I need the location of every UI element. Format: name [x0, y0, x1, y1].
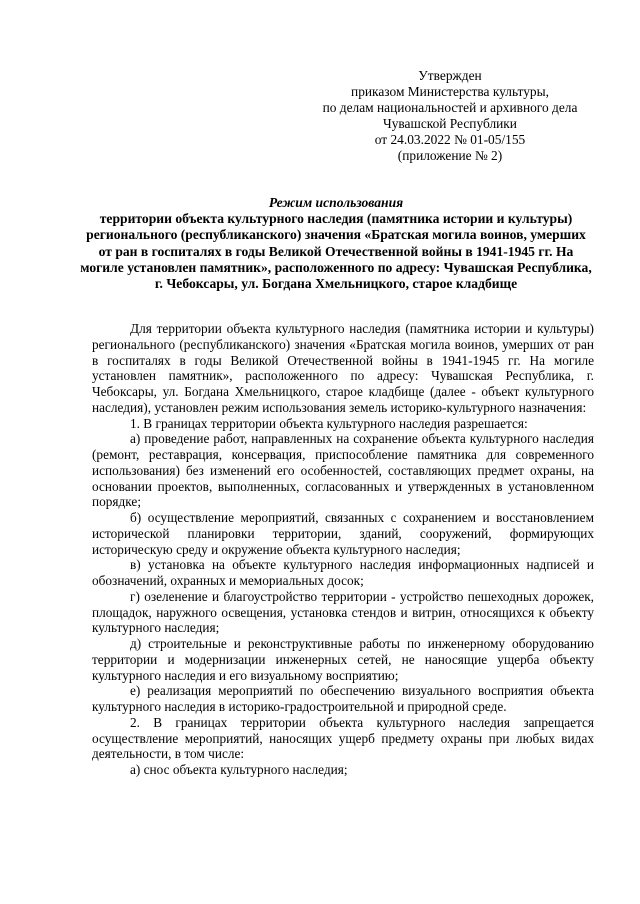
document-body — [92, 321, 594, 778]
approval-stamp — [300, 68, 600, 164]
body-paragraph: г) озеленение и благоустройство территории - устройство пешеходных дорожек, площадок, наружного освещения, установка стендов и витрин, относящихся к объекту культурного наследия; — [92, 588, 594, 636]
body-paragraph: 1. В границах территории объекта культурного наследия разрешается: — [130, 415, 528, 431]
approval-line: Утвержден — [418, 68, 482, 83]
body-paragraph: а) проведение работ, направленных на сохранение объекта культурного наследия (ремонт, реставрация, консервация, приспособление памятника для современного использования) без изменений его особенностей, составляющих предмет охраны, на основании проектов, выполненных, согласованных и утвержденных в установленном порядке; — [92, 431, 594, 510]
body-paragraph: Для территории объекта культурного наследия (памятника истории и культуры) регионального (республиканского) значения «Братская могила воинов, умерших от ран в госпиталях в годы Великой Отечественной войны в 1941-1945 гг. На могиле установлен памятник», расположенного по адресу: Чувашская Республика, г. Чебоксары, ул. Богдана Хмельницкого, старое кладбище (далее - объект культурного наследия), установлен режим использования земель историко-культурного назначения: — [92, 321, 594, 415]
title-subject: территории объекта культурного наследия (памятника истории и культуры) регионального (республиканского) значения «Братская могила воинов, умерших от ран в госпиталях в годы Великой Отечественной войны в 1941-1945 гг. На могиле установлен памятник», расположенного по адресу: Чувашская Республика, г. Чебоксары, ул. Богдана Хмельницкого, старое кладбище — [80, 211, 592, 292]
approval-line: по делам национальностей и архивного дела — [322, 100, 578, 115]
approval-line: Чувашской Республики — [383, 116, 517, 131]
approval-line: приказом Министерства культуры, — [351, 84, 549, 99]
body-paragraph: д) строительные и реконструктивные работы по инженерному оборудованию территории и модернизации инженерных сетей, не наносящие ущерба объекту культурного наследия и его визуальному восприятию; — [92, 636, 594, 683]
body-paragraph: б) осуществление мероприятий, связанных с сохранением и восстановлением исторической планировки территории, зданий, сооружений, формирующих историческую среду и окружение объекта культурного наследия; — [92, 510, 594, 557]
body-paragraph: е) реализация мероприятий по обеспечению визуального восприятия объекта культурного наследия в историко-градостроительной и природной среде. — [92, 683, 594, 714]
body-paragraph: 2. В границах территории объекта культурного наследия запрещается осуществление мероприятий, наносящих ущерб предмету охраны при любых видах деятельности, в том числе: — [92, 714, 594, 762]
approval-line: (приложение № 2) — [397, 148, 503, 163]
document-title — [78, 195, 594, 292]
approval-line: от 24.03.2022 № 01-05/155 — [374, 132, 526, 147]
title-heading: Режим использования — [268, 195, 404, 210]
body-paragraph: в) установка на объекте культурного наследия информационных надписей и обозначений, охранных и мемориальных досок; — [92, 557, 594, 588]
body-paragraph: а) снос объекта культурного наследия; — [130, 762, 348, 777]
